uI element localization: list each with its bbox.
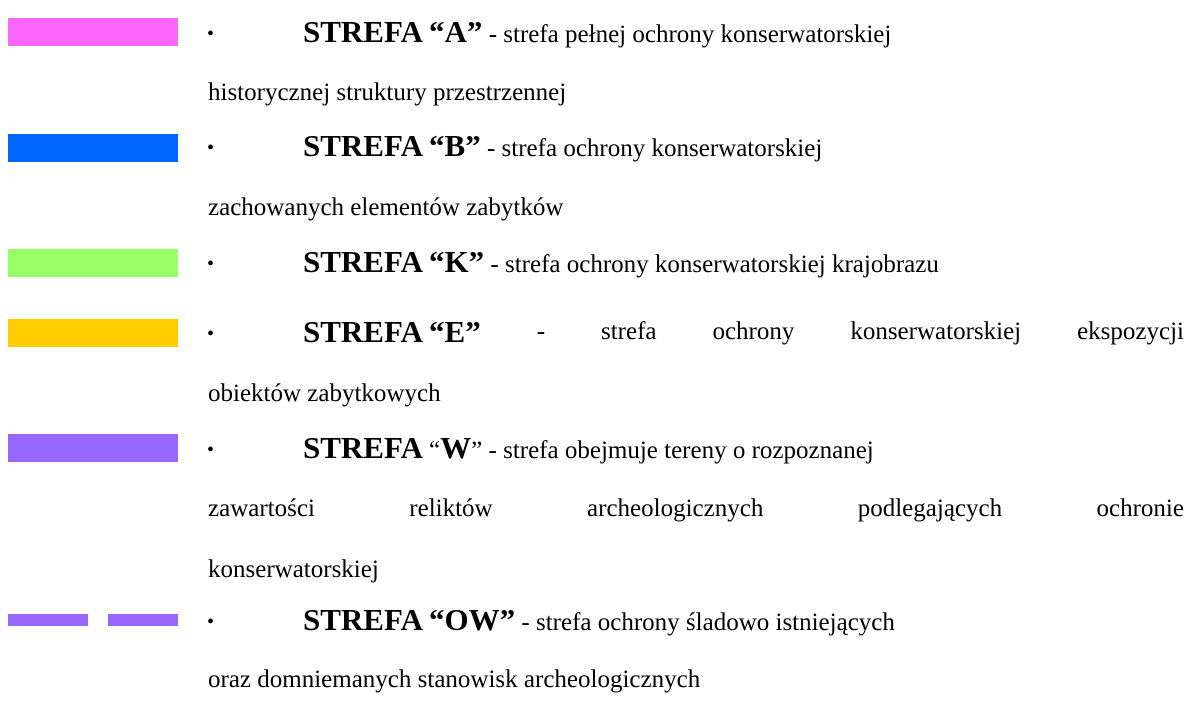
zone-w-description: - strefa obejmuje tereny o rozpoznanej xyxy=(482,437,874,464)
zone-w-word: reliktów xyxy=(409,495,493,522)
zone-e-word: - xyxy=(536,318,546,345)
zone-w-word: ochronie xyxy=(1096,495,1184,522)
zone-w-label-letter: W xyxy=(440,430,472,465)
bullet-icon: • xyxy=(207,23,215,45)
zone-a-swatch xyxy=(8,18,178,46)
zone-w-swatch xyxy=(8,434,178,462)
zone-ow-description: - strefa ochrony śladowo istniejących xyxy=(515,609,895,636)
zone-a-description: - strefa pełnej ochrony konserwatorskiej xyxy=(482,21,892,48)
zone-ow-continuation: oraz domniemanych stanowisk archeologicznych xyxy=(208,666,701,693)
zone-w-quote-open: “ xyxy=(429,437,441,464)
bullet-icon: • xyxy=(207,611,215,633)
zone-w-label-prefix: STREFA xyxy=(303,430,430,465)
zone-k-heading xyxy=(303,244,939,280)
zone-b-label: STREFA “B” xyxy=(303,128,481,163)
zone-ow-label: STREFA “OW” xyxy=(303,602,516,637)
bullet-icon: • xyxy=(207,439,215,461)
zone-w-continuation: konserwatorskiej xyxy=(208,556,379,583)
zone-b-description: - strefa ochrony konserwatorskiej xyxy=(480,135,823,162)
zone-w-continuation-justified xyxy=(208,494,1184,524)
zone-b-heading xyxy=(303,128,823,164)
zone-ow-dash-swatch xyxy=(108,614,178,626)
zone-k-description: - strefa ochrony konserwatorskiej krajobrazu xyxy=(484,251,939,278)
zone-b-swatch xyxy=(8,134,178,162)
zone-e-heading xyxy=(303,314,1184,349)
zone-e-word: ochrony xyxy=(712,318,795,345)
zone-ow-heading xyxy=(303,602,895,638)
bullet-icon: • xyxy=(207,323,215,345)
zone-e-swatch xyxy=(8,319,178,347)
zone-k-label: STREFA “K” xyxy=(303,244,485,279)
zone-e-word: ekspozycji xyxy=(1077,318,1184,345)
zone-b-continuation: zachowanych elementów zabytków xyxy=(208,194,564,221)
bullet-icon: • xyxy=(207,137,215,159)
zone-ow-dash-swatch xyxy=(8,614,88,626)
zone-e-word: konserwatorskiej xyxy=(850,318,1022,345)
zone-w-quote-close: ” xyxy=(471,437,483,464)
zone-e-label: STREFA “E” xyxy=(303,314,481,349)
bullet-icon: • xyxy=(207,253,215,275)
zone-a-label: STREFA “A” xyxy=(303,14,483,49)
zone-e-continuation: obiektów zabytkowych xyxy=(208,380,441,407)
zone-w-word: podlegających xyxy=(857,495,1003,522)
zone-a-continuation: historycznej struktury przestrzennej xyxy=(208,79,567,106)
zone-w-word: zawartości xyxy=(208,495,315,522)
zone-k-swatch xyxy=(8,249,178,277)
zone-w-heading xyxy=(303,430,874,466)
zone-w-word: archeologicznych xyxy=(587,495,764,522)
zone-a-heading xyxy=(303,14,892,50)
zone-e-word: strefa xyxy=(600,318,657,345)
